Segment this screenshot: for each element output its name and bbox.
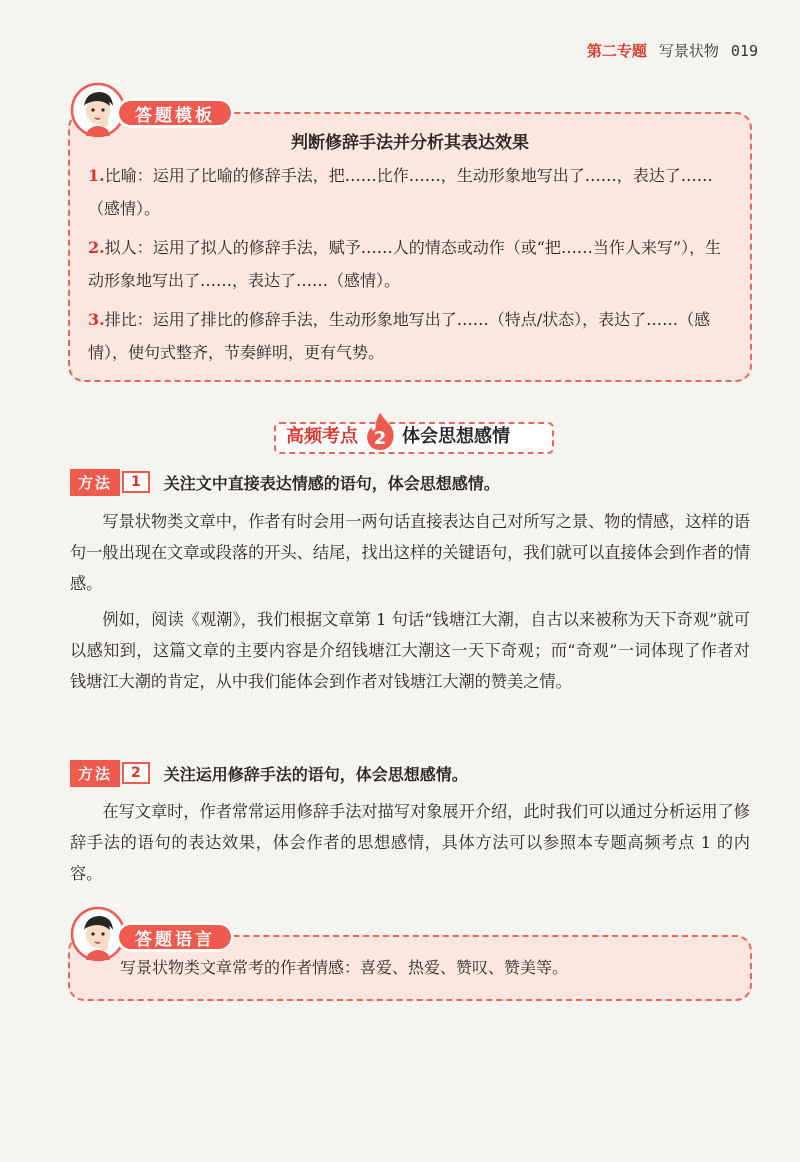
method-number: 2 [122, 762, 150, 784]
item-text: 比喻：运用了比喻的修辞手法，把……比作……，生动形象地写出了……，表达了……（感情）。 [88, 166, 713, 218]
template-title: 判断修辞手法并分析其表达效果 [291, 133, 529, 153]
method-1-paragraph-1: 写景状物类文章中，作者有时会用一两句话直接表达自己对所写之景、物的情感，这样的语句一般出现在文章或段落的开头、结尾，找出这样的关键语句，我们就可以直接体会到作者的情感。 [70, 512, 750, 593]
method-1-paragraph-2: 例如，阅读《观潮》，我们根据文章第 1 句话“钱塘江大潮，自古以来被称为天下奇观”就可以感知到，这篇文章的主要内容是介绍钱塘江大潮这一天下奇观；而“奇观”一词体现了作者对钱塘江大潮的肯定，从中我们能体会到作者对钱塘江大潮的赞美之情。 [70, 610, 750, 691]
kaodian-right-label: 体会思想感情 [402, 426, 510, 447]
method-2-heading [70, 759, 468, 787]
kaodian-left-label: 高频考点 [286, 426, 358, 447]
language-content: 写景状物类文章常考的作者情感：喜爱、热爱、赞叹、赞美等。 [120, 958, 569, 977]
page-header [587, 40, 758, 61]
answer-template-box [68, 112, 752, 382]
method-tag: 方法 [70, 760, 120, 787]
method-number: 1 [122, 471, 150, 493]
template-item-2 [88, 231, 734, 297]
method-title: 关注文中直接表达情感的语句，体会思想感情。 [163, 473, 500, 493]
method-2-paragraph: 在写文章时，作者常常运用修辞手法对描写对象展开介绍，此时我们可以通过分析运用了修辞手法的语句的表达效果，体会作者的思想感情，具体方法可以参照本专题高频考点 1 的内容。 [70, 802, 750, 883]
template-item-3 [88, 303, 734, 369]
method-tag: 方法 [70, 469, 120, 496]
item-number: 2. [88, 238, 105, 257]
item-text: 排比：运用了排比的修辞手法，生动形象地写出了……（特点/状态），表达了……（感情），使句式整齐，节奏鲜明，更有气势。 [88, 310, 711, 362]
template-item-1 [88, 159, 734, 225]
language-badge: 答题语言 [116, 922, 234, 952]
item-number: 1. [88, 166, 105, 185]
template-badge: 答题模板 [116, 98, 234, 128]
page-number: 019 [730, 41, 758, 60]
header-section: 写景状物 [658, 42, 719, 60]
kaodian-number: 2 [373, 428, 387, 449]
flame-icon [362, 411, 398, 451]
item-number: 3. [88, 310, 105, 329]
method-title: 关注运用修辞手法的语句，体会思想感情。 [163, 764, 468, 784]
header-topic: 第二专题 [586, 42, 647, 60]
item-text: 拟人：运用了拟人的修辞手法，赋予……人的情态或动作（或“把……当作人来写”），生动形象地写出了……，表达了……（感情）。 [88, 238, 722, 290]
kaodian-heading [274, 418, 554, 452]
method-1-heading [70, 468, 500, 496]
